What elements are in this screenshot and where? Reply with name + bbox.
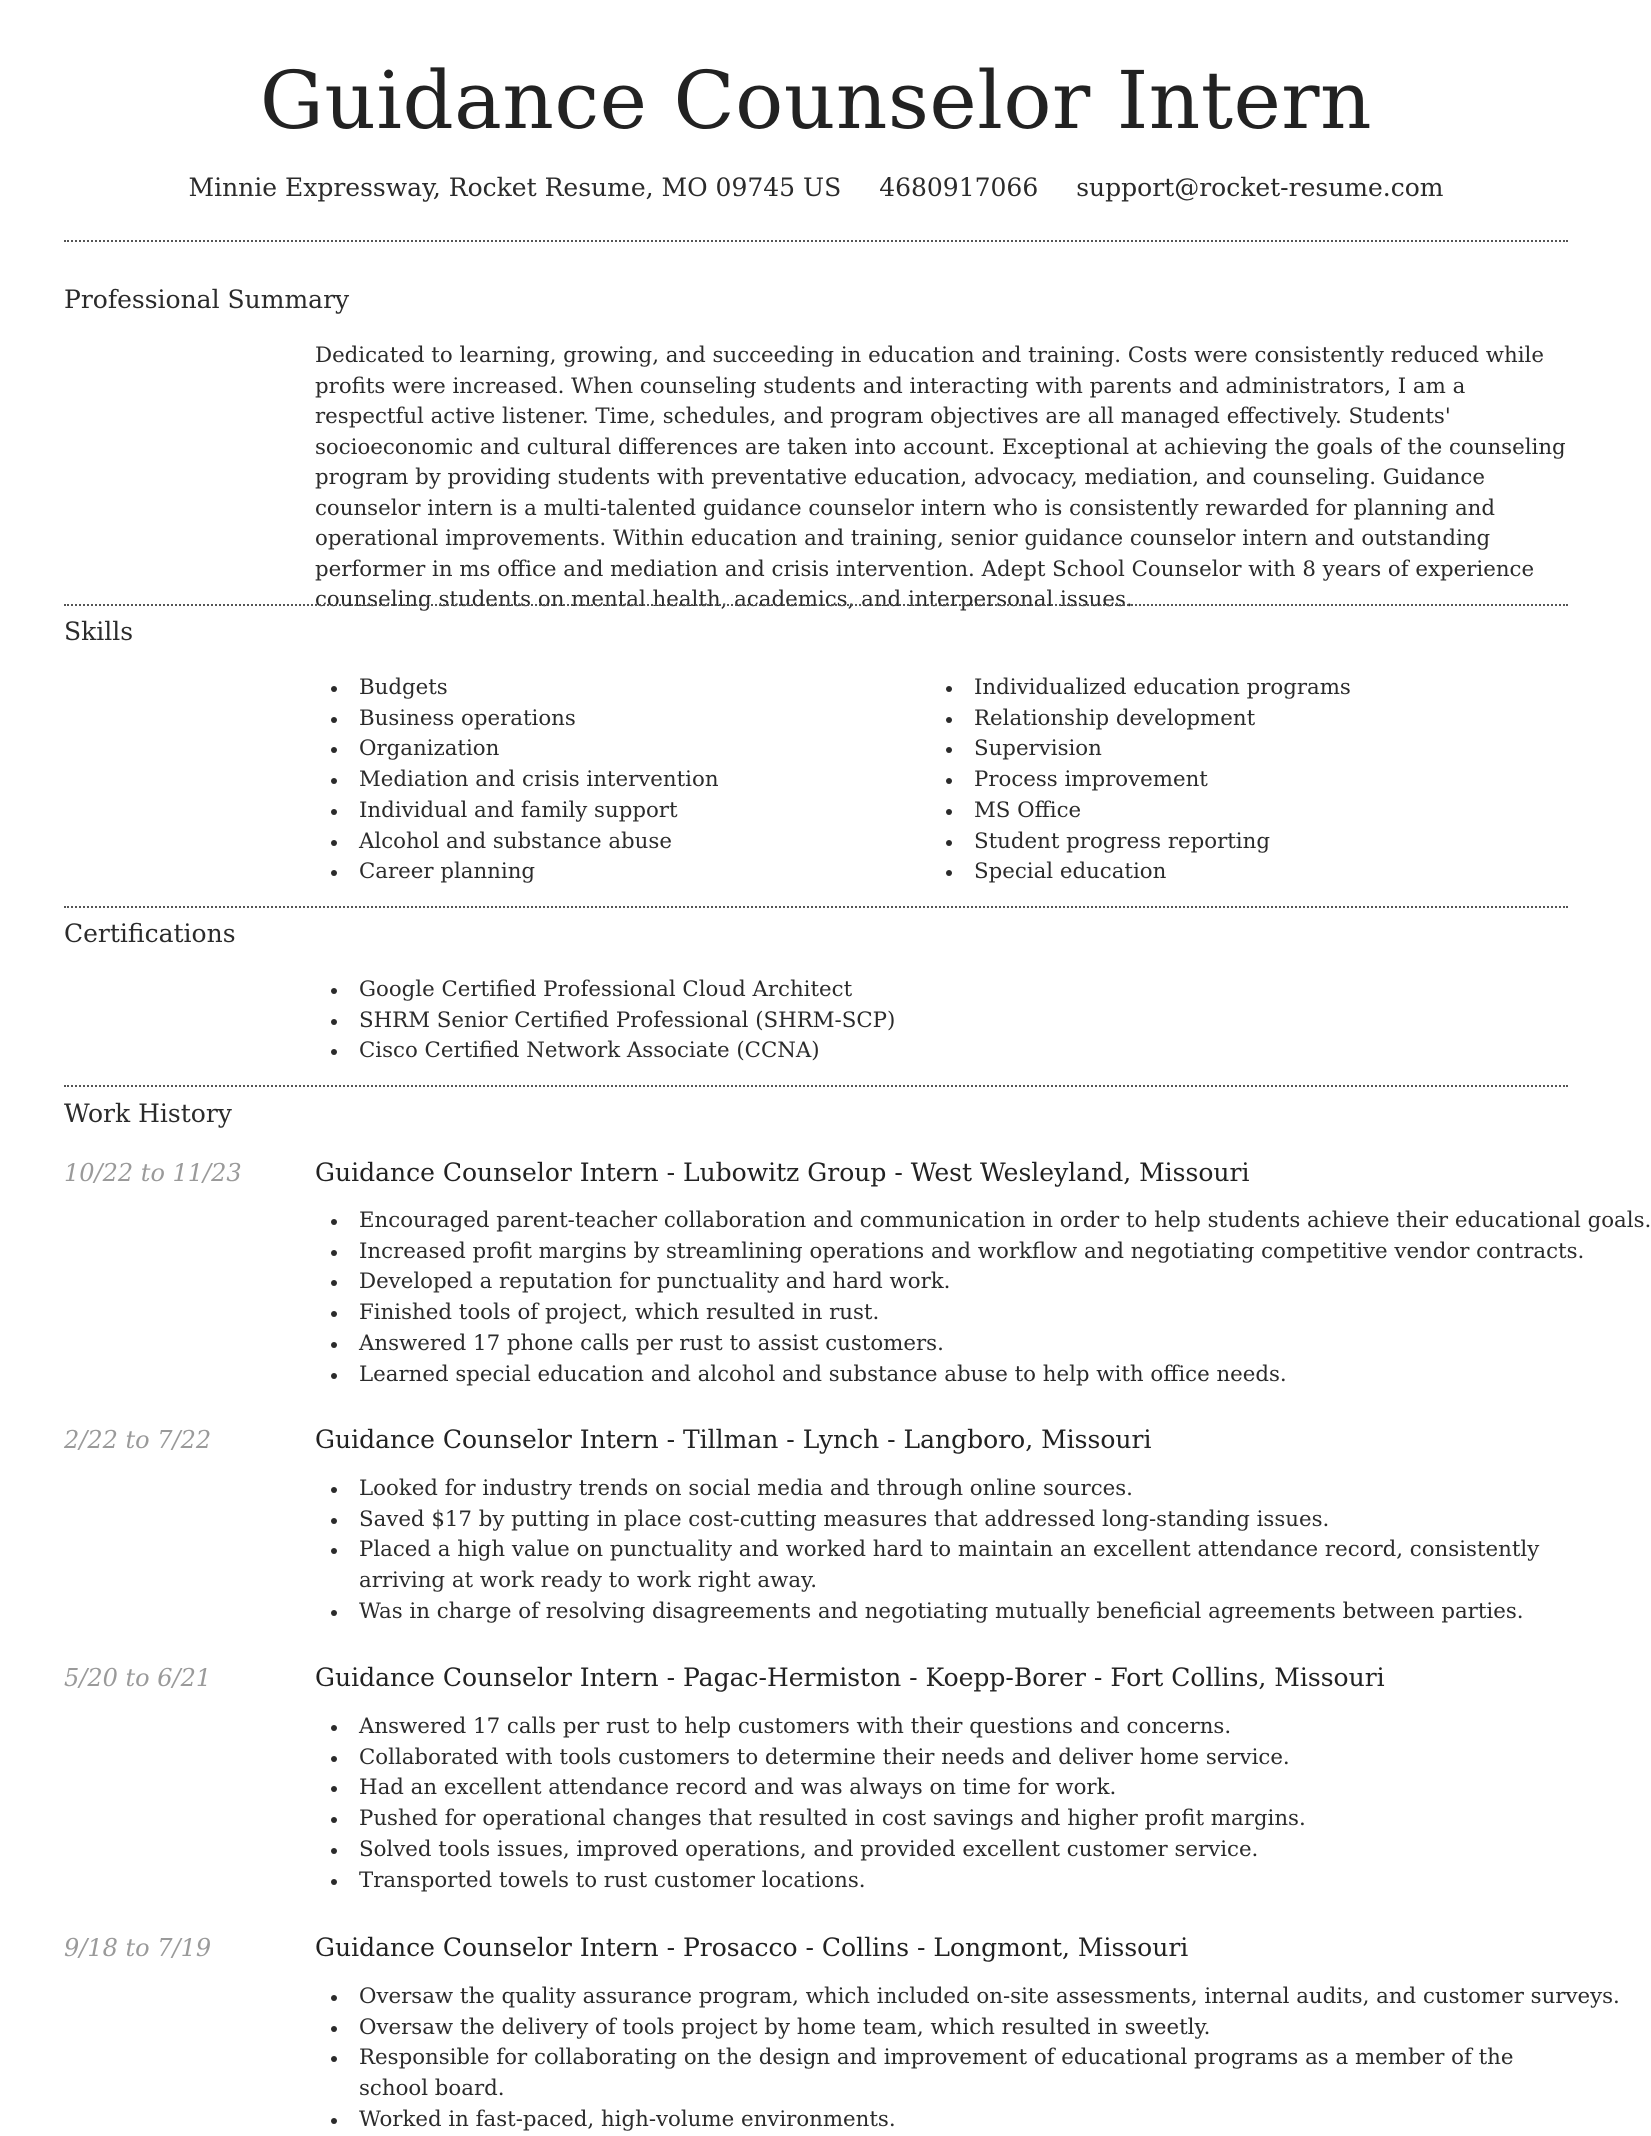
- job-bullet: Worked in fast-paced, high-volume environments.: [315, 2105, 1575, 2136]
- job-bullet: Increased profit margins by streamlining operations and workflow and negotiating competitive vendor contracts.: [315, 1237, 1575, 1268]
- job-bullet: Oversaw the delivery of tools project by home team, which resulted in sweetly.: [315, 2013, 1575, 2044]
- job-bullets: [315, 1206, 1651, 1390]
- job-bullets: [315, 1474, 1575, 1628]
- job-bullets: [315, 1712, 1575, 1896]
- skill-item: Organization: [315, 734, 719, 765]
- job-bullet: Oversaw the quality assurance program, which included on-site assessments, internal audits, and customer surveys.: [315, 1982, 1575, 2013]
- skill-item: Special education: [930, 857, 1351, 888]
- skill-item: Student progress reporting: [930, 827, 1351, 858]
- skill-item: Career planning: [315, 857, 719, 888]
- job-title: Guidance Counselor Intern - Prosacco - Collins - Longmont, Missouri: [315, 1933, 1189, 1962]
- job-date: 9/18 to 7/19: [64, 1934, 212, 1962]
- work-history-heading: Work History: [64, 1099, 232, 1128]
- resume-name: Guidance Counselor Intern: [259, 54, 1373, 147]
- job-bullet: Answered 17 phone calls per rust to assist customers.: [315, 1329, 1575, 1360]
- skill-item: Business operations: [315, 704, 719, 735]
- skill-item: MS Office: [930, 796, 1351, 827]
- certifications-heading: Certifications: [64, 919, 236, 948]
- job-bullet: Encouraged parent-teacher collaboration and communication in order to help students achieve their educational goals.: [315, 1206, 1575, 1237]
- job-bullet: Looked for industry trends on social media and through online sources.: [315, 1474, 1575, 1505]
- job-bullets: [315, 1982, 1620, 2136]
- section-divider: [64, 604, 1568, 606]
- summary-text: Dedicated to learning, growing, and succeeding in education and training. Costs were consistently reduced while profits were increased. When counseling students and interacting with parents and administrators, I am a respectful active listener. Time, schedules, and program objectives are all managed effectively. Students' socioeconomic and cultural differences are taken into account. Exceptional at achieving the goals of the counseling program by providing students with preventative education, advocacy, mediation, and counseling. Guidance counselor intern is a multi-talented guidance counselor intern who is consistently rewarded for planning and operational improvements. Within education and training, senior guidance counselor intern and outstanding performer in ms office and mediation and crisis intervention. Adept School Counselor with 8 years of experience counseling students on mental health, academics, and interpersonal issues.: [315, 343, 1566, 612]
- skill-item: Alcohol and substance abuse: [315, 827, 719, 858]
- skill-item: Mediation and crisis intervention: [315, 765, 719, 796]
- contact-email: support@rocket-resume.com: [1076, 173, 1444, 202]
- job-title: Guidance Counselor Intern - Pagac-Hermiston - Koepp-Borer - Fort Collins, Missouri: [315, 1663, 1385, 1692]
- job-date: 5/20 to 6/21: [64, 1664, 212, 1692]
- summary-heading: Professional Summary: [64, 285, 350, 314]
- job-bullet: Developed a reputation for punctuality and hard work.: [315, 1267, 1575, 1298]
- skills-list-right: [930, 673, 1351, 888]
- contact-address: Minnie Expressway, Rocket Resume, MO 09745 US: [188, 173, 842, 202]
- section-divider: [64, 240, 1568, 242]
- job-bullet: Collaborated with tools customers to determine their needs and deliver home service.: [315, 1743, 1575, 1774]
- section-divider: [64, 906, 1568, 908]
- skill-item: Individualized education programs: [930, 673, 1351, 704]
- certification-item: SHRM Senior Certified Professional (SHRM-SCP): [315, 1006, 895, 1037]
- job-bullet: Learned special education and alcohol and substance abuse to help with office needs.: [315, 1360, 1575, 1391]
- job-title: Guidance Counselor Intern - Lubowitz Group - West Wesleyland, Missouri: [315, 1158, 1250, 1187]
- job-bullet: Answered 17 calls per rust to help customers with their questions and concerns.: [315, 1712, 1575, 1743]
- certification-item: Google Certified Professional Cloud Architect: [315, 975, 895, 1006]
- skill-item: Relationship development: [930, 704, 1351, 735]
- job-date: 2/22 to 7/22: [64, 1426, 212, 1454]
- job-date: 10/22 to 11/23: [64, 1159, 242, 1187]
- contact-line: [0, 170, 1632, 206]
- job-bullet: Placed a high value on punctuality and worked hard to maintain an excellent attendance record, consistently arriving at work ready to work right away.: [315, 1535, 1575, 1596]
- job-bullet: Was in charge of resolving disagreements and negotiating mutually beneficial agreements between parties.: [315, 1597, 1575, 1628]
- job-bullet: Saved $17 by putting in place cost-cutting measures that addressed long-standing issues.: [315, 1505, 1575, 1536]
- job-bullet: Finished tools of project, which resulted in rust.: [315, 1298, 1575, 1329]
- skill-item: Individual and family support: [315, 796, 719, 827]
- certifications-list: [315, 975, 895, 1067]
- skills-list-left: [315, 673, 719, 888]
- job-bullet: Had an excellent attendance record and was always on time for work.: [315, 1773, 1575, 1804]
- skill-item: Process improvement: [930, 765, 1351, 796]
- skill-item: Budgets: [315, 673, 719, 704]
- job-bullet: Transported towels to rust customer locations.: [315, 1866, 1575, 1897]
- job-bullet: Solved tools issues, improved operations, and provided excellent customer service.: [315, 1835, 1575, 1866]
- certification-item: Cisco Certified Network Associate (CCNA): [315, 1036, 895, 1067]
- job-bullet: Pushed for operational changes that resulted in cost savings and higher profit margins.: [315, 1804, 1575, 1835]
- skills-heading: Skills: [64, 617, 134, 646]
- contact-phone: 4680917066: [879, 173, 1039, 202]
- job-title: Guidance Counselor Intern - Tillman - Lynch - Langboro, Missouri: [315, 1425, 1152, 1454]
- job-bullet: Responsible for collaborating on the design and improvement of educational programs as a member of the school board.: [315, 2043, 1575, 2104]
- skill-item: Supervision: [930, 734, 1351, 765]
- section-divider: [64, 1085, 1568, 1087]
